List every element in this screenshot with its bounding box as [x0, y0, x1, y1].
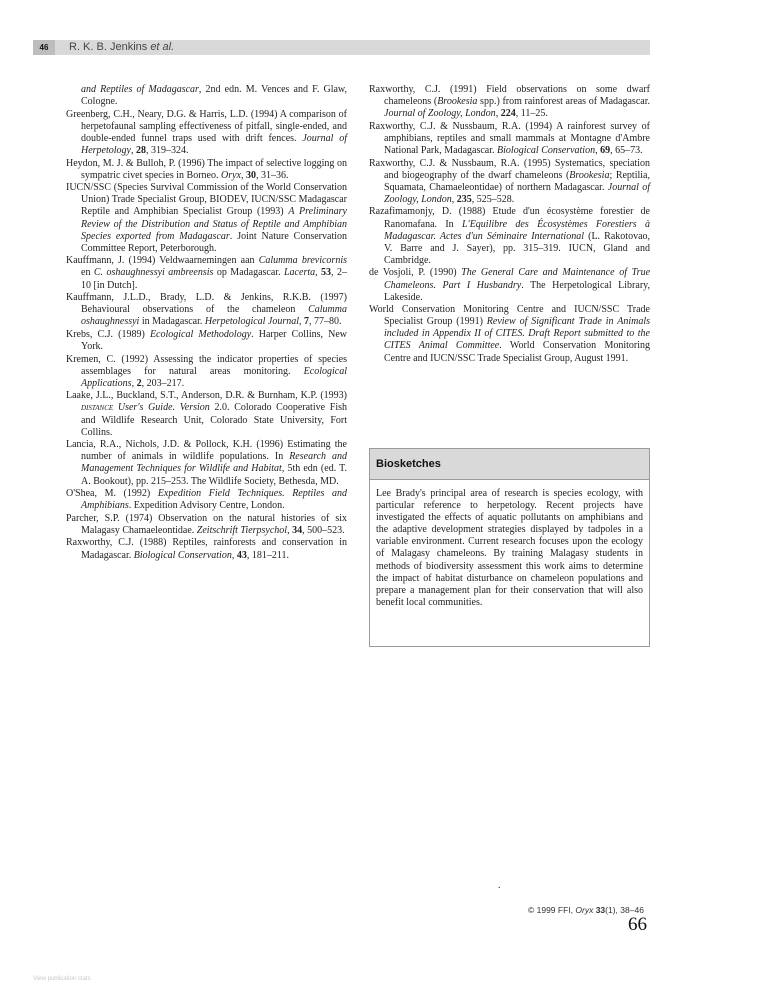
reference-item: Krebs, C.J. (1989) Ecological Methodology. Harper Collins, New York. [66, 328, 347, 352]
reference-item: Raxworthy, C.J. & Nussbaum, R.A. (1994) A rainforest survey of amphibians, reptiles and small mammals at Montagne d'Ambre National Park, Madagascar. Biological Conservation, 69, 65–73. [369, 120, 650, 156]
running-head-etal: et al. [150, 41, 175, 53]
reference-item: and Reptiles of Madagascar, 2nd edn. M. Vences and F. Glaw, Cologne. [81, 84, 347, 108]
biosketch-text: Lee Brady's principal area of research is species ecology, with particular reference to herpetology. Recent projects have investigated the effects of aquatic pollutants on amphibians and the adaptive development strategies displayed by tadpoles in a variable environment. Current research focuses upon the ecology of Malagasy chameleons. By training Malagasy students in methods of biodiversity assessment this work aims to determine the impact of habitat disturbance on chameleon populations and prepare a management plan for their conservation that will also benefit local communities. [376, 488, 643, 608]
reference-item: IUCN/SSC (Species Survival Commission of the World Conservation Union) Trade Specialist Group, BIODEV, IUCN/SSC Madagascar Reptile and Amphibian Specialist Group (1993) A Preliminary Review of the Distribution and Status of Reptile and Amphibian Species exported from Madagascar. Joint Nature Conservation Committee Report, Peterborough. [66, 182, 347, 254]
page-number: 46 [33, 40, 55, 55]
view-publication-stats-link[interactable]: View publication stats [33, 976, 91, 982]
biosketch-box [369, 448, 650, 647]
reference-item: Heydon, M. J. & Bulloh, P. (1996) The impact of selective logging on sympatric civet species in Borneo. Oryx, 30, 31–36. [66, 157, 347, 181]
running-head [69, 40, 174, 55]
reference-item: Greenberg, C.H., Neary, D.G. & Harris, L.D. (1994) A comparison of herpetofaunal sampling effectiveness of pitfall, single-ended, and double-ended funnel traps used with drift fences. Journal of Herpetology, 28, 319–324. [66, 108, 347, 156]
reference-item: Laake, J.L., Buckland, S.T., Anderson, D.R. & Burnham, K.P. (1993) distance User's Guide. Version 2.0. Colorado Cooperative Fish and Wildlife Research Unit, Colorado State University, Fort Collins. [66, 390, 347, 438]
reference-item: Lancia, R.A., Nichols, J.D. & Pollock, K.H. (1996) Estimating the number of animals in wildlife populations. In Research and Management Techniques for Wildlife and Habitat, 5th edn (ed. T. A. Bookout), pp. 215–253. The Wildlife Society, Bethesda, MD. [66, 439, 348, 487]
reference-item: de Vosjoli, P. (1990) The General Care and Maintenance of True Chameleons. Part I Husbandry. The Herpetological Library, Lakeside. [369, 267, 651, 303]
reference-item: Raxworthy, C.J. & Nussbaum, R.A. (1995) Systematics, speciation and biogeography of the dwarf chameleons (Brookesia; Reptilia, Squamata, Chamaeleontidae) of northern Madagascar. Journal of Zoology, London, 235, 525–528. [369, 157, 650, 205]
reference-item: World Conservation Monitoring Centre and IUCN/SSC Trade Specialist Group (1991) Review of Significant Trade in Animals included in Appendix II of CITES. Draft Report submitted to the CITES Animal Committee. World Conservation Monitoring Centre and IUCN/SSC Trade Specialist Group, August 1991. [369, 304, 651, 364]
reference-item: Raxworthy, C.J. (1991) Field observations on some dwarf chameleons (Brookesia spp.) from rainforest areas of Madagascar. Journal of Zoology, London, 224, 11–25. [369, 84, 650, 120]
references-left-column [66, 84, 347, 562]
reference-item: Kauffmann, J. (1994) Veldwaarnemingen aan Calumma brevicornis en C. oshaughnessyi ambreensis op Madagascar. Lacerta, 53, 2–10 [in Dutch]. [66, 255, 347, 291]
running-header [33, 40, 650, 55]
footer-number: 66 [628, 914, 647, 935]
footer-dot: . [498, 880, 501, 891]
reference-item: O'Shea, M. (1992) Expedition Field Techniques. Reptiles and Amphibians. Expedition Advisory Centre, London. [66, 488, 348, 512]
reference-item: Raxworthy, C.J. (1988) Reptiles, rainforests and conservation in Madagascar. Biological Conservation, 43, 181–211. [66, 537, 347, 561]
reference-item: Parcher, S.P. (1974) Observation on the natural histories of six Malagasy Chamaeleontidae. Zeitschrift Tierpsychol, 34, 500–523. [66, 512, 347, 536]
reference-item: Kremen, C. (1992) Assessing the indicator properties of species assemblages for natural areas monitoring. Ecological Applications, 2, 203–217. [66, 353, 347, 389]
running-head-authors: R. K. B. Jenkins [69, 41, 151, 53]
biosketch-title: Biosketches [370, 449, 649, 480]
reference-item: Kauffmann, J.L.D., Brady, L.D. & Jenkins, R.K.B. (1997) Behavioural observations of the chameleon Calumma oshaughnessyi in Madagascar. Herpetological Journal, 7, 77–80. [66, 292, 347, 328]
reference-item: Razafimamonjy, D. (1988) Etude d'un écosystème forestier de Ranomafana. In L'Equilibre des Écosystèmes Forestiers à Madagascar. Actes d'un Séminaire International (L. Rakotovao, V. Barre and J. Sayer), pp. 315–319. IUCN, Gland and Cambridge. [369, 206, 651, 266]
references-right-column [369, 84, 650, 365]
copyright-line: © 1999 FFI, Oryx 33(1), 38–46 [528, 905, 644, 915]
